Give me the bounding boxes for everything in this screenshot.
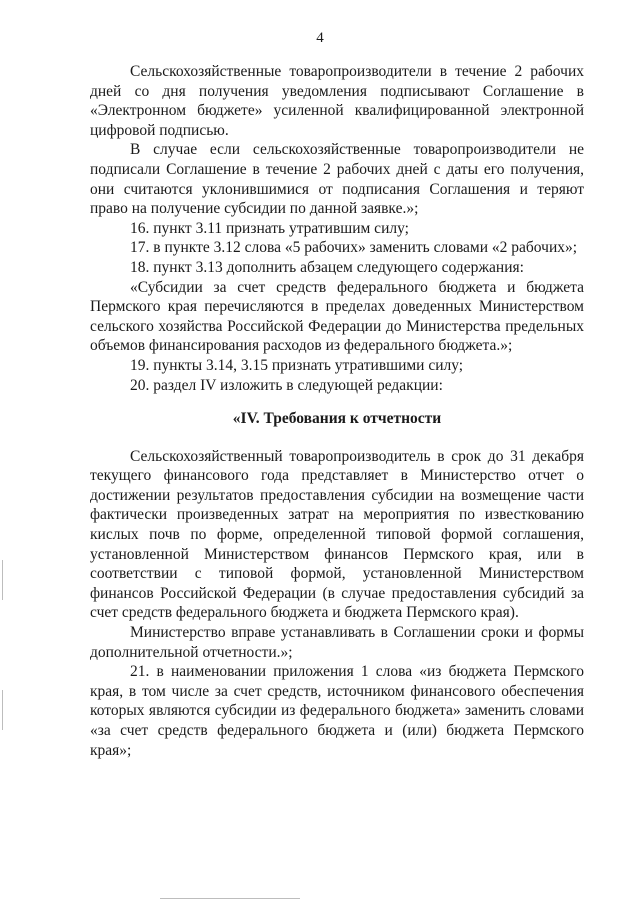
paragraph: Сельскохозяйственный товаропроизводитель в срок до 31 декабря текущего финансового года представляет в Министерство отчет о достижении результатов предоставления субсидии на возмещение части фактически произведенных затрат на мероприятия по известкованию кислых почв по форме, определенной типовой формой соглашения, установленной Министерством финансов Пермского края, или в соответствии с типовой формой, установленной Министерством финансов Российской Федерации (в случае предоставления субсидий за счет средств федерального бюджета и бюджета Пермского края). xyxy=(90,447,584,622)
scan-artifact xyxy=(160,898,300,899)
paragraph: Министерство вправе устанавливать в Соглашении сроки и формы дополнительной отчетности.»; xyxy=(90,624,584,661)
paragraph: 18. пункт 3.13 дополнить абзацем следующего содержания: xyxy=(130,258,524,276)
paragraph: 16. пункт 3.11 признать утратившим силу; xyxy=(130,219,409,237)
scan-artifact xyxy=(2,690,3,730)
page-number: 4 xyxy=(316,30,324,46)
section-heading: «IV. Требования к отчетности xyxy=(232,410,442,428)
paragraph: 20. раздел IV изложить в следующей редакции: xyxy=(130,376,443,394)
paragraph: 17. в пункте 3.12 слова «5 рабочих» заменить словами «2 рабочих»; xyxy=(130,239,578,257)
document-body xyxy=(90,62,584,760)
paragraph: «Субсидии за счет средств федерального бюджета и бюджета Пермского края перечисляются в пределах доведенных Министерством сельского хозяйства Российской Федерации до Министерства предельных объемов финансирования расходов из федерального бюджета.»; xyxy=(90,278,584,355)
paragraph: 21. в наименовании приложения 1 слова «из бюджета Пермского края, в том числе за счет средств, источником финансового обеспечения которых являются субсидии из федерального бюджета» заменить словами «за счет средств федерального бюджета и (или) бюджета Пермского края»; xyxy=(90,663,584,759)
paragraph: В случае если сельскохозяйственные товаропроизводители не подписали Соглашение в течение 2 рабочих дней с даты его получения, они считаются уклонившимися от подписания Соглашения и теряют право на получение субсидии по данной заявке.»; xyxy=(90,141,584,218)
scan-artifact xyxy=(2,560,3,600)
paragraph: Сельскохозяйственные товаропроизводители в течение 2 рабочих дней со дня получения уведомления подписывают Соглашение в «Электронном бюджете» усиленной квалифицированной электронной цифровой подписью. xyxy=(90,63,584,139)
paragraph: 19. пункты 3.14, 3.15 признать утратившими силу; xyxy=(130,356,464,374)
